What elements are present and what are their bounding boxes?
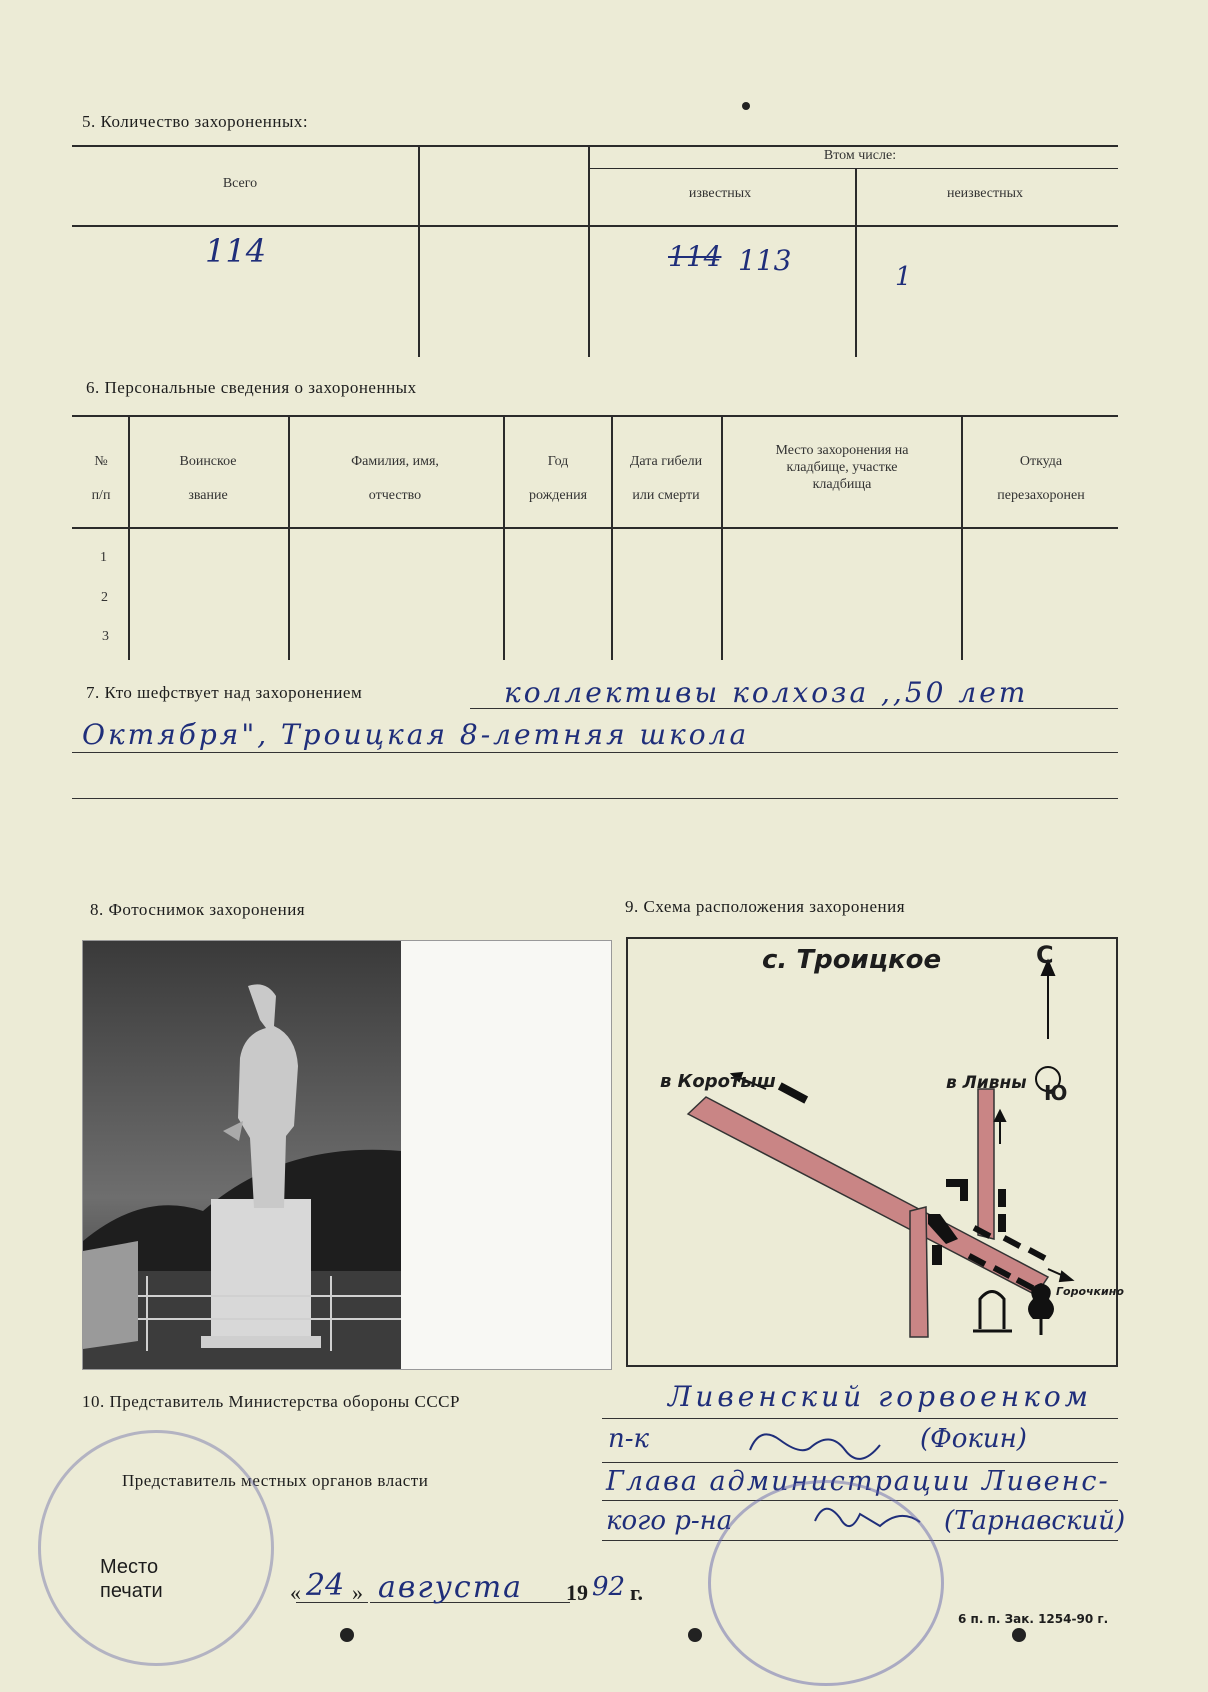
seal-stamp-right — [708, 1480, 944, 1686]
document-page: 5. Количество захороненных: Всего Втом числе: известных неизвестных 114 114 113 1 6. Персональные сведения о захороненных № п/п Воинское звание Фамилия, имя, отчество Год рождения Дата гибели или смерти Место захоронения на кладбище, участке кладбища Откуда перезахоронен 1 2 3 7. Кто шефствует над захоронением коллективы колхоза ,,50 лет Октября", Троицкая 8-летняя школа 8. Фотоснимок захоронения 9. Схема расположения захоронения с. Троицкое С Ю в Коротыш в Ливны Горочкино 10. Представитель Министерства обороны СССР Ливенский горвоенком п-к (Фокин) Представитель местных органов власти Глава администрации Ливенс- кого р-на (Тарнавский) Место печати « 24 » августа 19 92 г. 6 п. п. Зак. 1254-90 г. — [0, 0, 1208, 1692]
north-label: С — [1036, 941, 1054, 969]
scheme-drawing — [628, 939, 1116, 1365]
patron-line-2: Октября", Троицкая 8-летняя школа — [82, 718, 750, 751]
print-info: 6 п. п. Зак. 1254-90 г. — [958, 1612, 1109, 1626]
header-total: Всего — [222, 176, 258, 191]
ink-dot — [742, 102, 750, 110]
value-total: 114 — [205, 232, 267, 270]
patron-line-1: коллективы колхоза ,,50 лет — [504, 676, 1029, 709]
stamp-place-label: Место печати — [100, 1556, 163, 1602]
section-6-title: 6. Персональные сведения о захороненных — [86, 378, 417, 397]
column-reburied-from: Откуда перезахоронен — [997, 454, 1085, 503]
header-unknown: неизвестных — [946, 186, 1024, 201]
value-known: 113 — [738, 244, 792, 277]
photo-frame — [82, 940, 612, 1370]
south-label: Ю — [1044, 1081, 1068, 1105]
mod-rank: п-к — [608, 1424, 650, 1454]
village-name: с. Троицкое — [762, 945, 942, 975]
value-known-struck: 114 — [668, 240, 722, 273]
section-9-title: 9. Схема расположения захоронения — [625, 897, 906, 916]
column-rank: Воинское звание — [179, 454, 237, 503]
row-number: 3 — [102, 629, 109, 644]
local-authority-label: Представитель местных органов власти — [122, 1471, 429, 1490]
location-scheme — [626, 937, 1124, 1367]
local-district: кого р-на — [606, 1506, 733, 1536]
direction-livny: в Ливны — [946, 1073, 1027, 1093]
binder-hole — [340, 1628, 354, 1642]
mod-signature — [740, 1420, 900, 1470]
memorial-photo — [83, 941, 401, 1369]
section-8-title: 8. Фотоснимок захоронения — [90, 900, 306, 919]
local-office: Глава администрации Ливенс- — [606, 1466, 1110, 1497]
column-death-date: Дата гибели или смерти — [629, 454, 703, 503]
section-10-title: 10. Представитель Министерства обороны СССР — [82, 1392, 460, 1411]
direction-gorochkino: Горочкино — [1056, 1285, 1124, 1298]
row-number: 2 — [101, 590, 108, 605]
direction-korotysh: в Коротыш — [660, 1071, 776, 1092]
header-known: известных — [688, 186, 752, 201]
local-name: (Тарнавский) — [944, 1506, 1126, 1536]
column-number: № п/п — [91, 454, 111, 503]
row-number: 1 — [100, 550, 107, 565]
value-unknown: 1 — [895, 262, 912, 292]
mod-name: (Фокин) — [920, 1424, 1027, 1454]
date-year-suffix: 92 — [592, 1572, 626, 1602]
section-7-title: 7. Кто шефствует над захоронением — [86, 683, 363, 702]
date-day: 24 — [306, 1568, 345, 1603]
date-year-unit: г. — [630, 1580, 644, 1605]
binder-hole — [688, 1628, 702, 1642]
mod-office: Ливенский горвоенком — [668, 1380, 1092, 1413]
section-5-title: 5. Количество захороненных: — [82, 112, 309, 131]
date-year-prefix: 19 — [566, 1580, 588, 1605]
column-burial-place: Место захоронения на кладбище, участке кладбища — [775, 443, 909, 492]
header-including: Втом числе: — [823, 148, 897, 163]
column-name: Фамилия, имя, отчество — [351, 454, 439, 503]
date-month: августа — [378, 1570, 524, 1605]
column-birth-year: Год рождения — [528, 454, 588, 503]
binder-hole — [1012, 1628, 1026, 1642]
seal-stamp-left — [38, 1430, 274, 1666]
